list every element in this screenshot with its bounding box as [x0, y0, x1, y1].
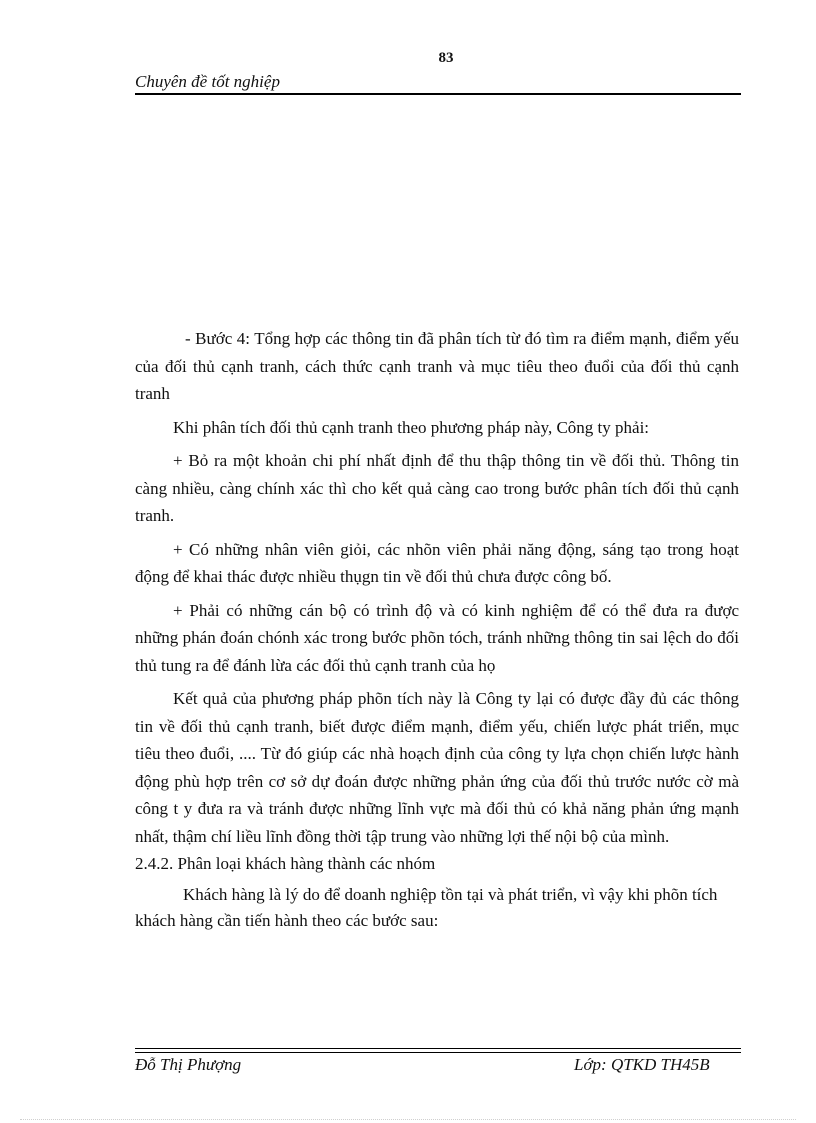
page-number: 83	[438, 50, 454, 66]
section-heading: 2.4.2. Phân loại khách hàng thành các nhóm	[135, 854, 436, 873]
footer-author: Đỗ Thị Phượng	[135, 1055, 242, 1074]
page-bottom-edge	[20, 1119, 796, 1120]
paragraph-cost: + Bỏ ra một khoản chi phí nhất định để thu thập thông tin về đối thủ. Thông tin càng nhiều, càng chính xác thì cho kết quả càng cao trong bước phân tích đối thủ cạnh tranh.	[135, 451, 739, 525]
paragraph-step-4: - Bước 4: Tổng hợp các thông tin đã phân tích từ đó tìm ra điểm mạnh, điểm yếu của đối thủ cạnh tranh, cách thức cạnh tranh và mục tiêu theo đuổi của đối thủ cạnh tranh	[135, 329, 739, 403]
paragraph-intro: Khi phân tích đối thủ cạnh tranh theo phương pháp này, Công ty phải:	[173, 417, 650, 437]
paragraph-customers: Khách hàng là lý do để doanh nghiệp tồn tại và phát triển, vì vậy khi phõn tích khách hàng cần tiến hành theo các bước sau:	[135, 884, 718, 930]
paragraph-staff: + Có những nhân viên giỏi, các nhõn viên phải năng động, sáng tạo trong hoạt động để khai thác được nhiều thụgn tin về đối thủ chưa được công bố.	[135, 539, 739, 586]
footer-class: Lớp: QTKD TH45B	[574, 1055, 710, 1074]
document-header-title: Chuyên đề tốt nghiệp	[135, 72, 280, 91]
paragraph-officers: + Phải có những cán bộ có trình độ và có kinh nghiệm để có thể đưa ra được những phán đoán chónh xác trong bước phõn tóch, tránh những thông tin sai lệch do đối thủ tung ra để đánh lừa các đối thủ cạnh tranh của họ	[135, 600, 739, 675]
paragraph-result: Kết quả của phương pháp phõn tích này là Công ty lại có được đầy đủ các thông tin về đối thủ cạnh tranh, biết được điểm mạnh, điểm yếu, chiến lược phát triển, mục tiêu theo đuổi, .... Từ đó giúp các nhà hoạch định của công ty lựa chọn chiến lược hành động phù hợp trên cơ sở dự đoán được những phản ứng của đối thủ trước nước cờ mà công t y đưa ra và tránh được những lĩnh vực mà đối thủ có khả năng phản ứng mạnh nhất, thậm chí liều lĩnh đồng thời tập trung vào những lợi thế nội bộ của mình.	[135, 689, 739, 846]
header-divider	[135, 93, 741, 95]
footer-divider	[135, 1048, 741, 1053]
document-body	[135, 325, 739, 934]
